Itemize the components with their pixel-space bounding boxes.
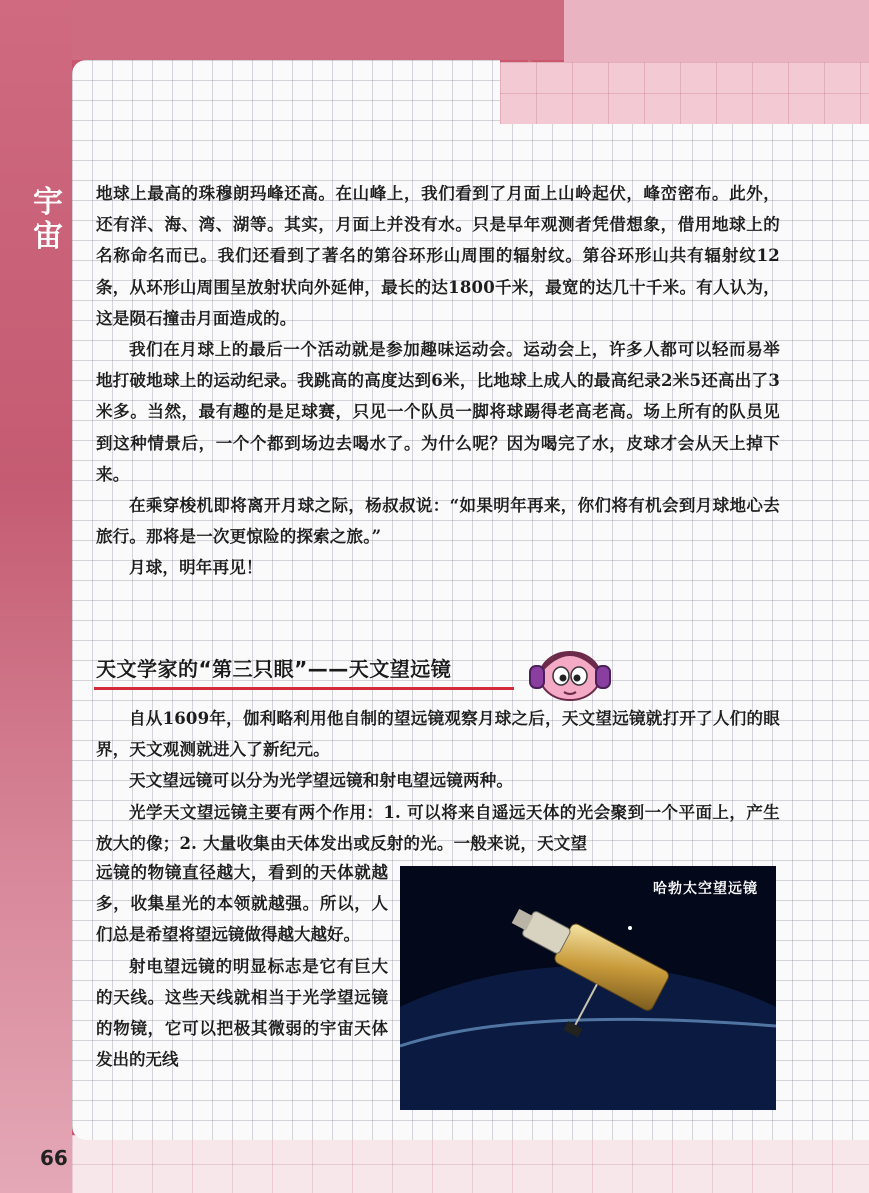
paragraph: 在乘穿梭机即将离开月球之际，杨叔叔说：“如果明年再来，你们将有机会到月球地心去旅行。那将是一次更惊险的探索之旅。” bbox=[96, 496, 780, 547]
paragraph: 我们在月球上的最后一个活动就是参加趣味运动会。运动会上，许多人都可以轻而易举地打破地球上的运动纪录。我跳高的高度达到6米，比地球上成人的最高纪录2米5还高出了3米多。当然，最有趣的是足球赛，只见一个队员一脚将球踢得老高老高。场上所有的队员见到这种情景后，一个个都到场边去喝水了。为什么呢？因为喝完了水，皮球才会从天上掉下来。 bbox=[96, 340, 780, 484]
page-number: 66 bbox=[40, 1146, 68, 1170]
body-text-section bbox=[96, 703, 780, 859]
top-right-tab bbox=[564, 0, 869, 62]
left-margin-strip bbox=[0, 0, 72, 1193]
paragraph: 远镜的物镜直径越大，看到的天体就越多，收集星光的本领就越强。所以，人们总是希望将望远镜做得越大越好。 bbox=[96, 863, 388, 945]
paragraph: 月球，明年再见！ bbox=[129, 558, 263, 578]
paragraph: 射电望远镜的明显标志是它有巨大的天线。这些天线就相当于光学望远镜的物镜，它可以把极其微弱的宇宙天体发出的无线 bbox=[96, 956, 388, 1070]
hubble-telescope-photo bbox=[400, 866, 776, 1110]
hubble-image bbox=[400, 866, 776, 1110]
footer-puzzle-decoration bbox=[72, 1135, 869, 1193]
chapter-side-label: 宇宙 bbox=[33, 185, 63, 254]
headphone-mascot-icon bbox=[524, 640, 616, 704]
paragraph: 光学天文望远镜主要有两个作用：1. 可以将来自遥远天体的光会聚到一个平面上，产生放大的像；2. 大量收集由天体发出或反射的光。一般来说，天文望 bbox=[96, 802, 780, 853]
header-puzzle-decoration bbox=[500, 62, 869, 124]
body-text-top bbox=[96, 178, 780, 584]
heading-underline bbox=[94, 687, 514, 690]
section-heading: 天文学家的“第三只眼”——天文望远镜 bbox=[96, 657, 452, 681]
paragraph: 地球上最高的珠穆朗玛峰还高。在山峰上，我们看到了月面上山岭起伏，峰峦密布。此外，还有洋、海、湾、湖等。其实，月面上并没有水。只是早年观测者凭借想象，借用地球上的名称命名而已。我们还看到了著名的第谷环形山周围的辐射纹。第谷环形山共有辐射纹12条，从环形山周围呈放射状向外延伸，最长的达1800千米，最宽的达几十千米。有人认为，这是陨石撞击月面造成的。 bbox=[96, 184, 780, 328]
paragraph: 天文望远镜可以分为光学望远镜和射电望远镜两种。 bbox=[129, 771, 514, 791]
paragraph: 自从1609年，伽利略利用他自制的望远镜观察月球之后，天文望远镜就打开了人们的眼界，天文观测就进入了新纪元。 bbox=[96, 709, 780, 760]
photo-caption: 哈勃太空望远镜 bbox=[653, 881, 758, 897]
body-text-wrapped bbox=[96, 857, 388, 1075]
